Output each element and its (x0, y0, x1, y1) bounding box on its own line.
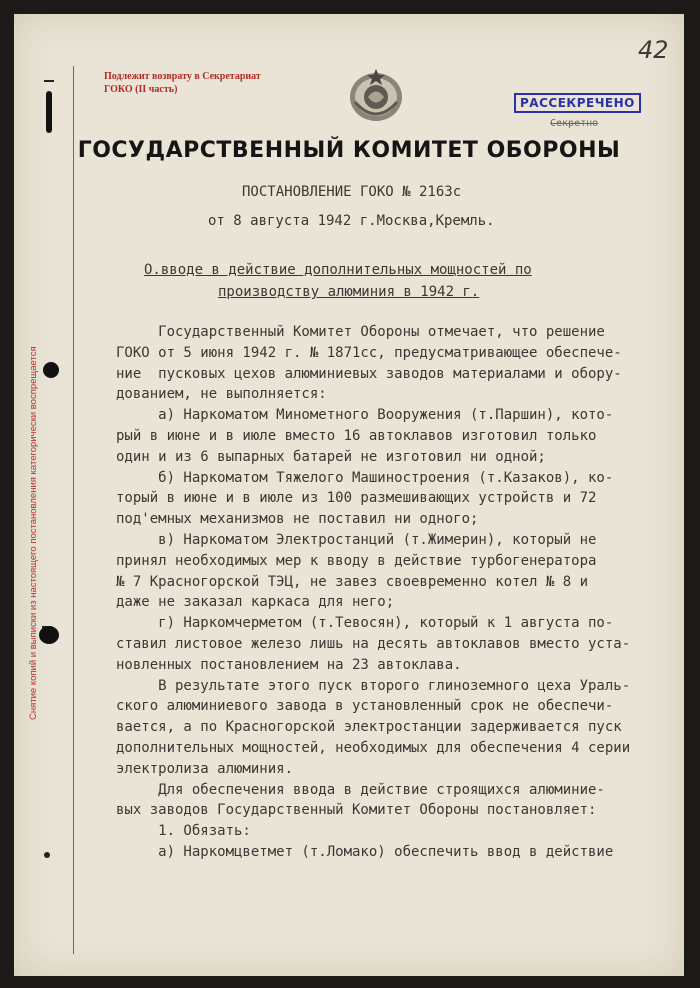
body-line: ние пусковых цехов алюминиевых заводов материалами и обору- (116, 365, 622, 382)
body-line: ГОКО от 5 июня 1942 г. № 1871сс, предусматривающее обеспече- (116, 344, 622, 361)
body-line: торый в июне и в июле из 100 размешивающих устройств и 72 (116, 490, 597, 507)
body-line: под'емных механизмов не поставил ни одного; (116, 511, 479, 528)
document-title: ГОСУДАРСТВЕННЫЙ КОМИТЕТ ОБОРОНЫ (77, 138, 621, 163)
crossed-out-classification: Секретно (550, 118, 599, 129)
body-line: а) Наркомцветмет (т.Ломако) обеспечить ввод в действие (116, 843, 614, 860)
body-line: ставил листовое железо лишь на десять автоклавов вместо уста- (116, 635, 631, 652)
subject-line: О.вводе в действие дополнительных мощностей по (144, 262, 532, 278)
body-line: 1. Обязать: (116, 823, 251, 840)
body-line: вается, а по Красногорской электростанции задерживается пуск (116, 719, 622, 736)
document-body (116, 322, 688, 863)
body-line: рый в июне и в июле вместо 16 автоклавов изготовил только (116, 427, 597, 444)
body-line: г) Наркомчерметом (т.Тевосян), который к 1 августа по- (116, 615, 614, 632)
binding-hole (46, 91, 52, 133)
copy-prohibition-notice: Снятие копий и выписки из настоящего постановления категорически воспрещается (28, 346, 39, 720)
body-line: даже не заказал каркаса для него; (116, 594, 395, 611)
body-line: дополнительных мощностей, необходимых для обеспечения 4 серии (116, 739, 631, 756)
date-place: от 8 августа 1942 г.Москва,Кремль. (208, 213, 495, 229)
return-note-line: ГОКО (II часть) (104, 84, 178, 95)
body-line: Государственный Комитет Обороны отмечает, что решение (116, 324, 605, 340)
state-emblem-icon (347, 66, 405, 124)
body-line: в) Наркоматом Электростанций (т.Жимерин), который не (116, 531, 597, 548)
binding-mark (44, 852, 50, 858)
binding-hole (43, 362, 59, 378)
body-line: новленных постановлением на 23 автоклава. (116, 656, 462, 673)
body-line: вых заводов Государственный Комитет Обороны постановляет: (116, 802, 597, 819)
subject-line: производству алюминия в 1942 г. (218, 284, 480, 300)
body-line: б) Наркоматом Тяжелого Машиностроения (т.Казаков), ко- (116, 469, 614, 486)
binding-hole (39, 626, 59, 644)
return-note-line: Подлежит возврату в Секретариат (104, 71, 261, 82)
page-number: 42 (638, 36, 669, 64)
margin-rule (73, 66, 74, 954)
body-line: Для обеспечения ввода в действие строящихся алюминие- (116, 781, 605, 798)
body-line: дованием, не выполняется: (116, 386, 327, 403)
body-line: а) Наркоматом Минометного Вооружения (т.Паршин), кото- (116, 407, 614, 424)
return-note (104, 70, 261, 96)
body-line: электролиза алюминия. (116, 760, 294, 777)
body-line: принял необходимых мер к вводу в действие турбогенератора (116, 552, 597, 569)
body-line: № 7 Красногорской ТЭЦ, не завез своевременно котел № 8 и (116, 573, 589, 590)
declassified-stamp: РАССЕКРЕЧЕНО (514, 93, 641, 113)
decree-number: ПОСТАНОВЛЕНИЕ ГОКО № 2163с (242, 184, 462, 200)
document-page (14, 14, 684, 976)
body-line: ского алюминиевого завода в установленный срок не обеспечи- (116, 698, 614, 715)
body-line: один и из 6 выпарных батарей не изготовил ни одной; (116, 448, 546, 465)
binding-mark (44, 80, 54, 82)
body-line: В результате этого пуск второго глиноземного цеха Ураль- (116, 677, 631, 694)
